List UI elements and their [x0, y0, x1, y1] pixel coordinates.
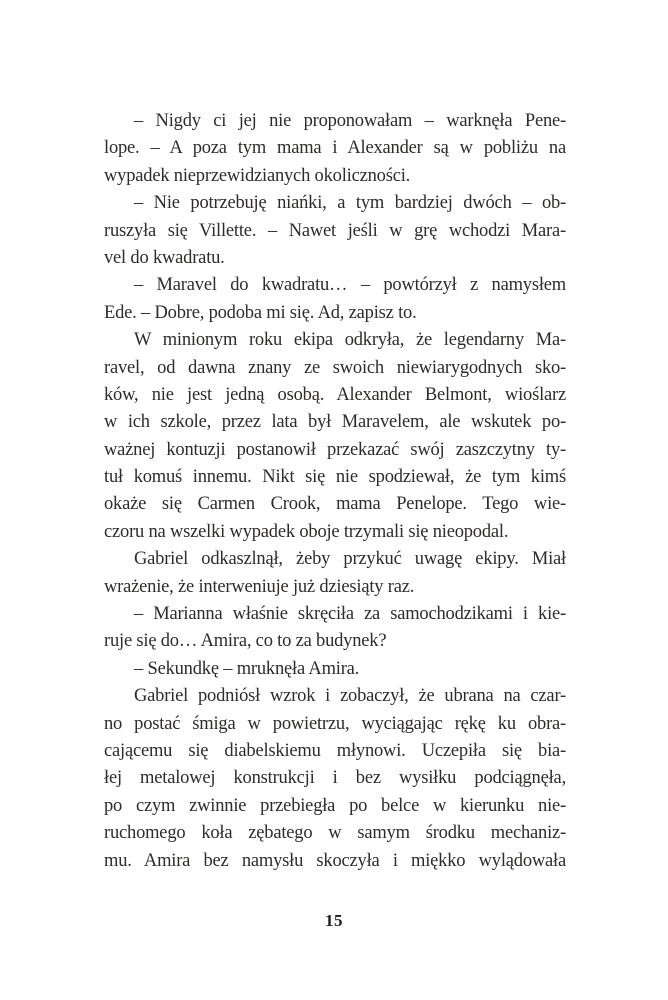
text-line: vel do kwadratu. [104, 247, 225, 268]
text-line: czoru na wszelki wypadek oboje trzymali się nieopodal. [104, 521, 509, 542]
text-line: ravel, od dawna znany ze swoich niewiarygodnych sko- [104, 357, 566, 378]
text-line: – Sekundkę – mruknęła Amira. [134, 658, 360, 679]
text-line: – Nie potrzebuję niańki, a tym bardziej dwóch – ob- [134, 193, 566, 214]
text-line: – Marianna właśnie skręciła za samochodzikami i kie- [134, 604, 566, 625]
text-line: ruchomego koła zębatego w samym środku mechaniz- [104, 823, 566, 844]
text-line: wypadek nieprzewidzianych okoliczności. [104, 165, 411, 186]
text-line: lope. – A poza tym mama i Alexander są w pobliżu na [104, 138, 566, 159]
page-number: 15 [325, 911, 343, 930]
text-line: – Maravel do kwadratu… – powtórzył z namysłem [134, 275, 566, 296]
text-line: po czym zwinnie przebiegła po belce w kierunku nie- [104, 795, 566, 816]
text-line: W minionym roku ekipa odkryła, że legendarny Ma- [134, 330, 566, 351]
text-block [104, 108, 566, 875]
text-line: w ich szkole, przez lata był Maravelem, ale wskutek po- [104, 412, 566, 433]
text-line: łej metalowej konstrukcji i bez wysiłku podciągnęła, [104, 768, 566, 789]
text-line: Ede. – Dobre, podoba mi się. Ad, zapisz to. [104, 302, 417, 323]
text-line: ruje się do… Amira, co to za budynek? [104, 631, 387, 652]
text-line: ważnej kontuzji postanowił przekazać swój zaszczytny ty- [104, 439, 566, 460]
text-line: mu. Amira bez namysłu skoczyła i miękko wylądowała [104, 850, 566, 871]
text-line: tuł komuś innemu. Nikt się nie spodziewał, że tym kimś [104, 467, 566, 488]
text-line: ków, nie jest jedną osobą. Alexander Belmont, wioślarz [104, 384, 566, 405]
text-line: ruszyła się Villette. – Nawet jeśli w grę wchodzi Mara- [104, 220, 566, 241]
text-line: – Nigdy ci jej nie proponowałam – warknęła Pene- [134, 111, 566, 131]
text-line: okaże się Carmen Crook, mama Penelope. Tego wie- [104, 494, 566, 515]
text-line: no postać śmiga w powietrzu, wyciągając rękę ku obra- [104, 713, 566, 734]
text-line: Gabriel podniósł wzrok i zobaczył, że ubrana na czar- [134, 686, 566, 707]
text-line: cającemu się diabelskiemu młynowi. Uczepiła się bia- [104, 740, 566, 761]
text-line: wrażenie, że interweniuje już dziesiąty raz. [104, 576, 415, 597]
text-line: Gabriel odkaszlnął, żeby przykuć uwagę ekipy. Miał [134, 549, 566, 570]
